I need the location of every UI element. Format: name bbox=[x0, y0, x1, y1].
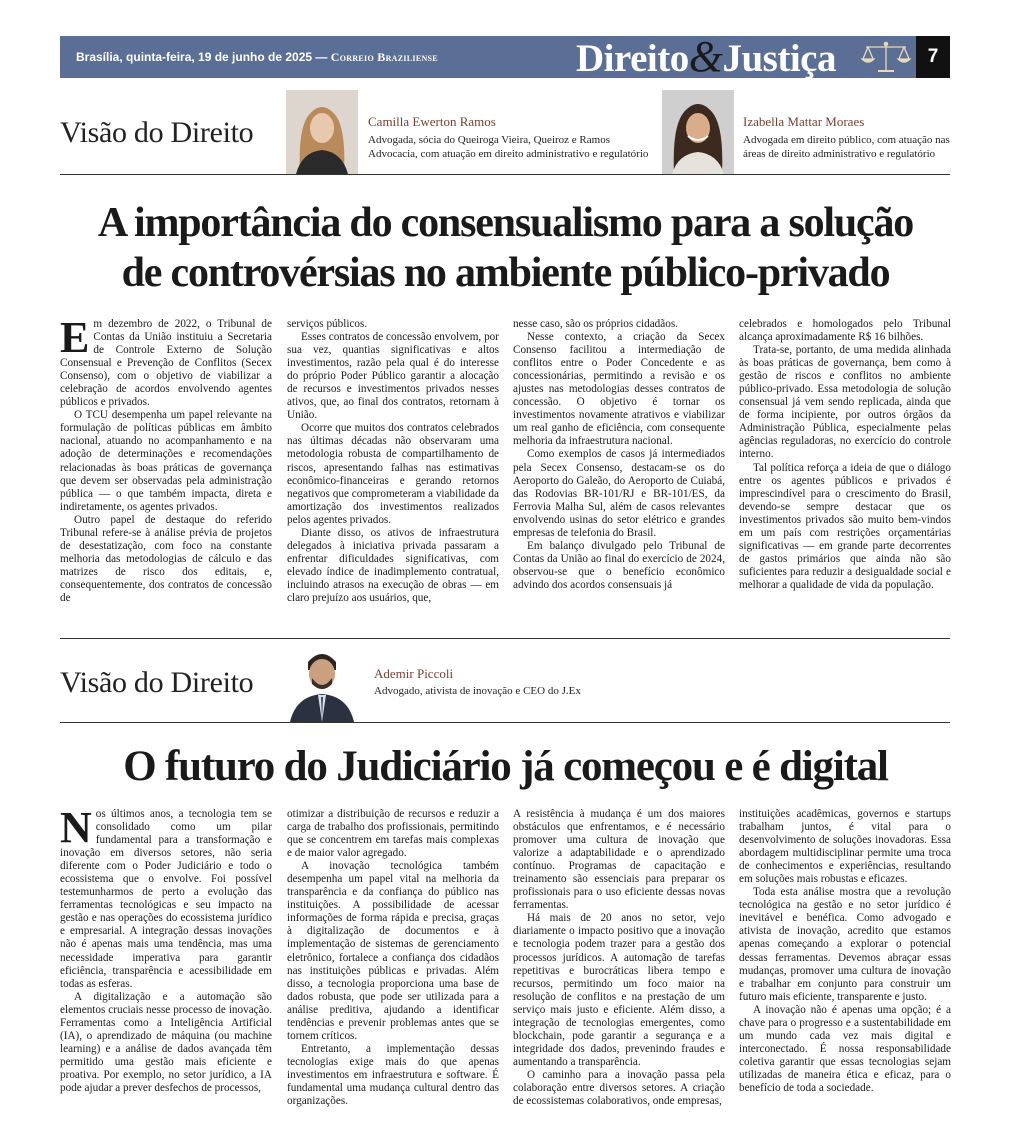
paragraph: Toda esta análise mostra que a revolução tecnológica na gestão e no setor jurídico é inevitável e benéfica. Como advogado e ativista de inovação, acredito que estamos apenas começando a explorar o potencial dessas ferramentas. Devemos abraçar essas mudanças, promover uma cultura de inovação e trabalhar em conjunto para construir um futuro mais eficiente, transparente e justo. bbox=[739, 886, 951, 1003]
scales-of-justice-icon bbox=[860, 40, 912, 74]
paragraph: nesse caso, são os próprios cidadãos. bbox=[513, 318, 678, 330]
paragraph: O TCU desempenha um papel relevante na formulação de políticas públicas em âmbito nacional, atuando no acompanhamento e na adoção de determinações e recomendações relacionadas às boas práticas de governança que devem ser observadas pela administração pública — o que também impacta, direta e indiretamente, os agentes privados. bbox=[60, 409, 272, 513]
paragraph: Diante disso, os ativos de infraestrutura delegados à iniciativa privada passaram a enfrentar dificuldades significativas, com elevado índice de inadimplemento contratual, incluindo atrasos na execução de obras — em claro prejuízo aos usuários, que, bbox=[287, 526, 499, 604]
paragraph: celebrados e homologados pelo Tribunal alcança aproximadamente R$ 16 bilhões. bbox=[739, 318, 951, 344]
article-column bbox=[287, 318, 499, 614]
column-rubric: Visão do Direito bbox=[60, 116, 254, 149]
paragraph: Trata-se, portanto, de uma medida alinhada às boas práticas de governança, bem como à gestão de riscos e conflitos no ambiente público-privado. Essa metodologia de solução consensual já vem sendo replicada, ainda que de forma incipiente, por outros órgãos da Administração Pública, especialmente pelas agências reguladoras, no exercício do controle interno. bbox=[739, 344, 951, 461]
author-bio: Advogada em direito público, com atuação nas áreas de direito administrativo e regulatório bbox=[743, 134, 950, 160]
author-name: Ademir Piccoli bbox=[374, 666, 454, 681]
drop-cap: E bbox=[60, 318, 90, 362]
divider bbox=[60, 638, 950, 639]
author-name: Camilla Ewerton Ramos bbox=[368, 114, 496, 129]
paragraph: Tal política reforça a ideia de que o diálogo entre os agentes públicos e privados é imprescindível para o crescimento do Brasil, devendo-se sempre destacar que os investimentos privados são muito bem-vindos em um país com restrições orçamentárias significativas — em grande parte decorrentes de gastos primários que ainda não são suficientes para reduzir a desigualdade social e melhorar a qualidade de vida da população. bbox=[739, 461, 951, 591]
column-rubric: Visão do Direito bbox=[60, 666, 254, 699]
section-title-ampersand: & bbox=[688, 32, 723, 81]
paragraph: O caminho para a inovação passa pela colaboração entre diversos setores. A criação de ecossistemas colaborativos, onde empresas, bbox=[513, 1068, 725, 1108]
article-column bbox=[513, 808, 725, 1120]
author-bio: Advogada, sócia do Queiroga Vieira, Queiroz e Ramos Advocacia, com atuação em direito administrativo e regulatório bbox=[368, 134, 649, 160]
paragraph: Outro papel de destaque do referido Tribunal refere-se à análise prévia de projetos de desestatização, com foco na constante melhoria das metodologias de cálculo e das matrizes de risco dos editais, e, consequentemente, dos contratos de concessão de bbox=[60, 513, 272, 604]
paragraph: Entretanto, a implementação dessas tecnologias exige mais do que apenas investimentos em infraestrutura e software. É fundamental uma mudança cultural dentro das organizações. bbox=[287, 1042, 499, 1108]
dateline bbox=[76, 50, 438, 65]
divider bbox=[60, 174, 950, 175]
paragraph: Ocorre que muitos dos contratos celebrados nas últimas décadas não observaram uma metodologia robusta de compartilhamento de riscos, apresentando falhas nas estimativas econômico-financeiras e gerando retornos negativos que comprometeram a viabilidade da amortização dos investimentos realizados pelos agentes privados. bbox=[287, 422, 499, 526]
page-number: 7 bbox=[916, 36, 950, 78]
author-photo-ademir bbox=[286, 642, 358, 722]
author-bio: Advogado, ativista de inovação e CEO do J.Ex bbox=[374, 685, 581, 697]
paragraph: A inovação tecnológica também desempenha um papel vital na melhoria da transparência e da confiança do público nas instituições. A possibilidade de acessar informações de forma rápida e precisa, graças à digitalização de documentos e à implementação de sistemas de gerenciamento eletrônico, fortalece a confiança dos cidadãos nas instituições públicas e privadas. Além disso, a tecnologia proporciona uma base de dados robusta, que pode ser utilizada para a análise preditiva, ajudando a identificar tendências e prevenir problemas antes que se tornem críticos. bbox=[287, 860, 499, 1042]
paragraph: Há mais de 20 anos no setor, vejo diariamente o impacto positivo que a inovação e tecnologia podem trazer para a gestão dos processos jurídicos. A automação de tarefas repetitivas e burocráticas libera tempo e recursos, permitindo um foco maior na resolução de conflitos e na prestação de um serviço mais justo e eficiente. Além disso, a integração de tecnologias emergentes, como blockchain, pode garantir a segurança e a integridade dos dados, prevenindo fraudes e aumentando a transparência. bbox=[513, 912, 725, 1068]
dateline-text: Brasília, quinta-feira, 19 de junho de 2025 — bbox=[76, 50, 331, 64]
article-column bbox=[513, 318, 725, 614]
article-column bbox=[60, 318, 272, 614]
article-headline: O futuro do Judiciário já começou e é digital bbox=[123, 743, 888, 790]
divider bbox=[60, 722, 950, 723]
newspaper-name: Correio Braziliense bbox=[330, 50, 438, 64]
masthead-bar bbox=[60, 32, 950, 81]
section-title-word1: Direito bbox=[576, 37, 689, 80]
article-column bbox=[739, 808, 951, 1120]
paragraph: Esses contratos de concessão envolvem, por sua vez, quantias significativas e altos investimentos, razão pela qual é do interesse do próprio Poder Público garantir a alocação de recursos e investimentos privados nesses ativos, que, ao final dos contratos, retornam à União. bbox=[287, 331, 499, 422]
paragraph: otimizar a distribuição de recursos e reduzir a carga de trabalho dos profissionais, permitindo que se concentrem em tarefas mais complexas e de maior valor agregado. bbox=[287, 808, 499, 860]
article-column bbox=[60, 808, 272, 1120]
paragraph: Em balanço divulgado pelo Tribunal de Contas da União ao final do exercício de 2024, observou-se que o benefício econômico advindo dos acordos consensuais já bbox=[513, 539, 725, 591]
paragraph: Nesse contexto, a criação da Secex Consenso facilitou a intermediação de conflitos entre o Poder Concedente e as concessionárias, permitindo a revisão e os ajustes nas metodologias desses contratos de concessão. O objetivo é tornar os investimentos novamente atrativos e viabilizar um real ganho de eficiência, com consequente melhoria da infraestrutura nacional. bbox=[513, 331, 725, 448]
article-column bbox=[287, 808, 499, 1120]
paragraph: instituições acadêmicas, governos e startups trabalham juntos, é vital para o desenvolvimento de soluções inovadoras. Essa abordagem multidisciplinar permite uma troca de conhecimentos e experiências, resultando em soluções mais robustas e eficazes. bbox=[739, 808, 951, 886]
article-headline bbox=[20, 198, 991, 298]
article-column bbox=[739, 318, 951, 614]
paragraph: A resistência à mudança é um dos maiores obstáculos que enfrentamos, e é necessário promover uma cultura de inovação que valorize a adaptabilidade e o aprendizado contínuo. Programas de capacitação e treinamento são essenciais para preparar os profissionais para o uso eficiente dessas novas ferramentas. bbox=[513, 808, 725, 912]
author-name: Izabella Mattar Moraes bbox=[743, 114, 865, 129]
author-photo-izabella bbox=[662, 90, 734, 174]
paragraph: Em dezembro de 2022, o Tribunal de Contas da União instituiu a Secretaria de Controle Externo de Solução Consensual e Prevenção de Conflitos (Secex Consenso), com o objetivo de viabilizar a celebração de acordos envolvendo agentes públicos e privados. bbox=[60, 318, 272, 409]
headline-line: de controvérsias no ambiente público-privado bbox=[121, 250, 890, 296]
headline-line: A importância do consensualismo para a solução bbox=[97, 200, 914, 246]
section-title bbox=[576, 34, 836, 80]
paragraph: Como exemplos de casos já intermediados pela Secex Consenso, destacam-se os do Aeroporto do Galeão, do Aeroporto de Cuiabá, das Rodovias BR-101/RJ e BR-101/ES, da Ferrovia Malha Sul, além de casos relevantes envolvendo usinas do setor elétrico e grandes empresas de telefonia do Brasil. bbox=[513, 448, 725, 539]
paragraph: Nos últimos anos, a tecnologia tem se consolidado como um pilar fundamental para a transformação e inovação em diversos setores, não seria diferente com o Poder Judiciário e todo o ecossistema que o envolve. Foi possível testemunharmos de perto a evolução das ferramentas tecnológicas e seu impacto na gestão e nas operações do ecossistema jurídico e empresarial. A integração dessas inovações não é apenas mais uma tendência, mas uma necessidade imperativa para garantir eficiência, transparência e acessibilidade em todas as esferas. bbox=[60, 808, 272, 990]
paragraph: A inovação não é apenas uma opção; é a chave para o progresso e a sustentabilidade em um mundo cada vez mais digital e interconectado. É nossa responsabilidade coletiva garantir que essas tecnologias sejam utilizadas de maneira ética e eficaz, para o benefício de toda a sociedade. bbox=[739, 1003, 951, 1094]
paragraph: serviços públicos. bbox=[287, 318, 368, 330]
author-photo-camilla bbox=[286, 90, 358, 174]
section-title-word2: Justiça bbox=[722, 37, 836, 80]
paragraph: A digitalização e a automação são elementos cruciais nesse processo de inovação. Ferramentas como a Inteligência Artificial (IA), o aprendizado de máquina (ou machine learning) e a análise de dados avançada têm permitido uma gestão mais eficiente e proativa. Por exemplo, no setor jurídico, a IA pode ajudar a prever desfechos de processos, bbox=[60, 990, 272, 1094]
drop-cap: N bbox=[60, 808, 92, 852]
